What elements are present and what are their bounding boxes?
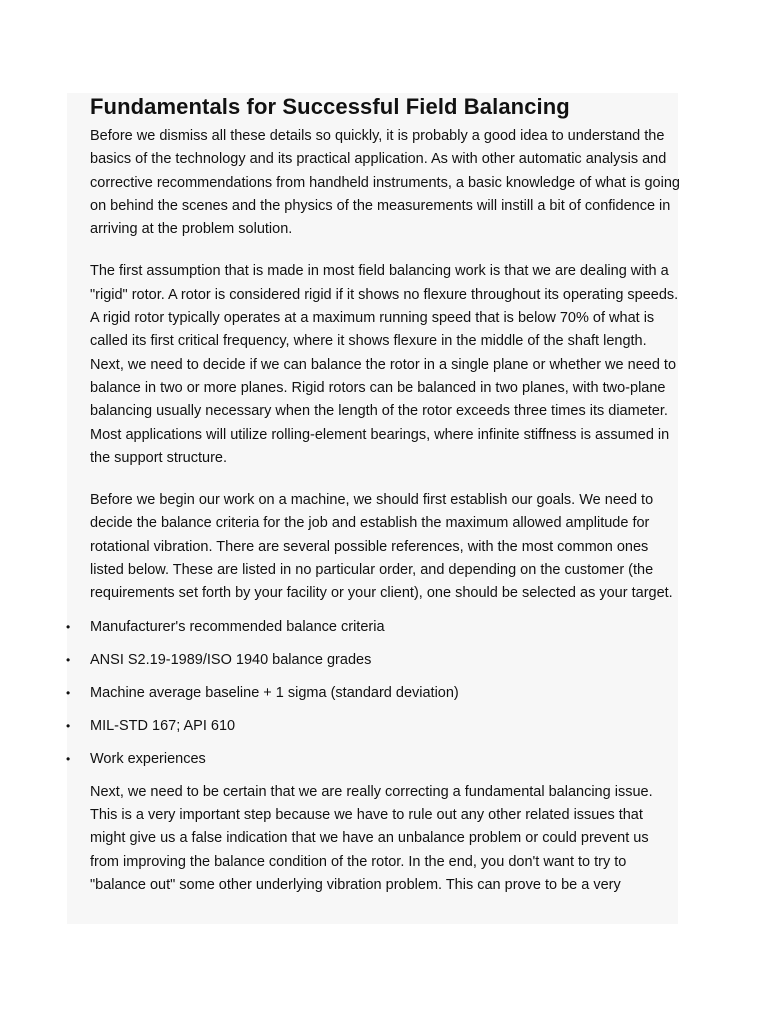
list-item-text: Work experiences (90, 750, 206, 767)
list-item (66, 682, 680, 715)
bullet-icon: • (66, 685, 71, 700)
list-item-text: ANSI S2.19-1989/ISO 1940 balance grades (90, 651, 372, 668)
list-item (66, 715, 680, 748)
paragraph-spacer (90, 241, 680, 260)
bullet-icon: • (66, 619, 71, 634)
paragraph-closing: Next, we need to be certain that we are really correcting a fundamental balancing issue. This is a very important step because we have to rule out any other related issues that might give us a false indication that we have an unbalance problem or could prevent us from improving the balance condition of the rotor. In the end, you don't want to try to "balance out" some other underlying vibration problem. This can prove to be a very (90, 783, 653, 893)
bullet-icon: • (66, 718, 71, 733)
article-body (66, 93, 680, 897)
list-item-text: Machine average baseline + 1 sigma (standard deviation) (90, 684, 459, 701)
paragraph-goals: Before we begin our work on a machine, we should first establish our goals. We need to decide the balance criteria for the job and establish the maximum allowed amplitude for rotational vibration. There are several possible references, with the most common ones listed below. These are listed in no particular order, and depending on the customer (the requirements set forth by your facility or your client), one should be selected as your target. (90, 492, 673, 602)
bullet-icon: • (66, 751, 71, 766)
balance-criteria-list (66, 616, 680, 781)
list-item-text: MIL-STD 167; API 610 (90, 717, 236, 734)
list-item (66, 616, 680, 649)
list-item-text: Manufacturer's recommended balance criteria (90, 618, 385, 635)
article-title: Fundamentals for Successful Field Balancing (90, 94, 570, 119)
list-item (66, 748, 680, 781)
bullet-icon: • (66, 652, 71, 667)
paragraph-intro: Before we dismiss all these details so quickly, it is probably a good idea to understand the basics of the technology and its practical application. As with other automatic analysis and corrective recommendations from handheld instruments, a basic knowledge of what is going on behind the scenes and the physics of the measurements will instill a bit of confidence in arriving at the problem solution. (90, 128, 680, 238)
balance-criteria-list-wrap (66, 616, 680, 781)
paragraph-spacer (90, 470, 680, 489)
paragraph-rigid-rotor: The first assumption that is made in most field balancing work is that we are dealing with a "rigid" rotor. A rotor is considered rigid if it shows no flexure throughout its operating speeds. A rigid rotor typically operates at a maximum running speed that is below 70% of what is called its first critical frequency, where it shows flexure in the middle of the shaft length. Next, we need to decide if we can balance the rotor in a single plane or whether we need to balance in two or more planes. Rigid rotors can be balanced in two planes, with two-plane balancing usually necessary when the length of the rotor exceeds three times its diameter. Most applications will utilize rolling-element bearings, where infinite stiffness is assumed in the support structure. (90, 263, 679, 466)
list-item (66, 649, 680, 682)
